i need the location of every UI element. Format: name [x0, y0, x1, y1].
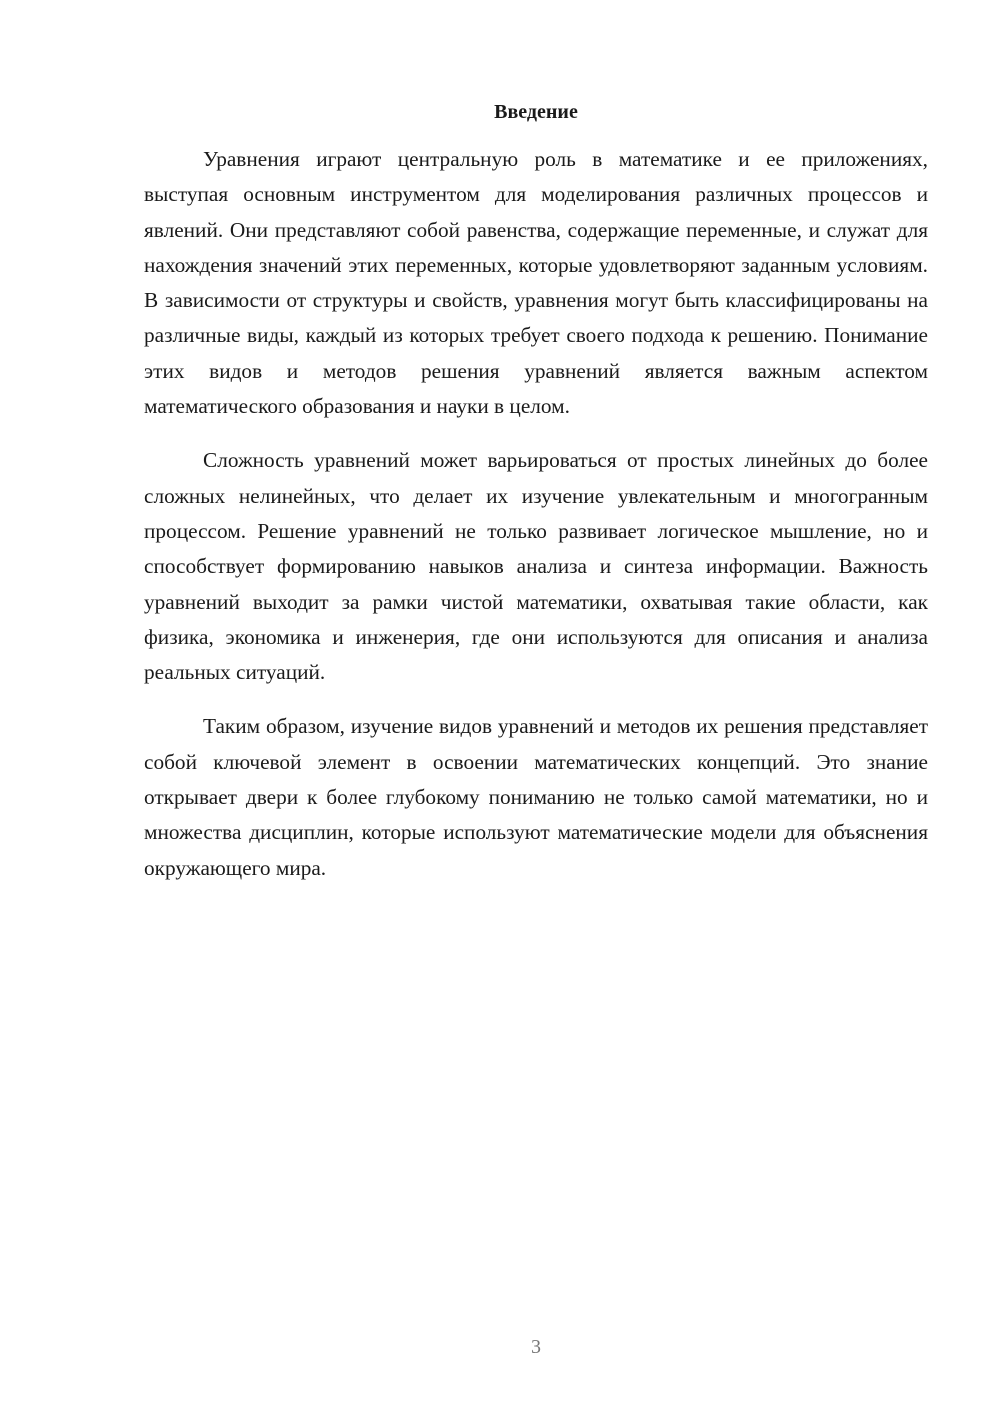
body-text: [144, 142, 928, 905]
paragraph-2: Сложность уравнений может варьироваться от простых линейных до более сложных нелинейных, что делает их изучение увлекательным и многогранным процессом. Решение уравнений не только развивает логическое мышление, но и способствует формированию навыков анализа и синтеза информации. Важность уравнений выходит за рамки чистой математики, охватывая такие области, как физика, экономика и инженерия, где они используются для описания и анализа реальных ситуаций.: [144, 448, 928, 685]
page-number: 3: [531, 1336, 541, 1358]
paragraph-1: Уравнения играют центральную роль в математике и ее приложениях, выступая основным инструментом для моделирования различных процессов и явлений. Они представляют собой равенства, содержащие переменные, и служат для нахождения значений этих переменных, которые удовлетворяют заданным условиям. В зависимости от структуры и свойств, уравнения могут быть классифицированы на различные виды, каждый из которых требует своего подхода к решению. Понимание этих видов и методов решения уравнений является важным аспектом математического образования и науки в целом.: [144, 147, 928, 419]
paragraph-3: Таким образом, изучение видов уравнений и методов их решения представляет собой ключевой элемент в освоении математических концепций. Это знание открывает двери к более глубокому пониманию не только самой математики, но и множества дисциплин, которые используют математические модели для объяснения окружающего мира.: [144, 714, 928, 880]
section-title: Введение: [494, 101, 578, 123]
